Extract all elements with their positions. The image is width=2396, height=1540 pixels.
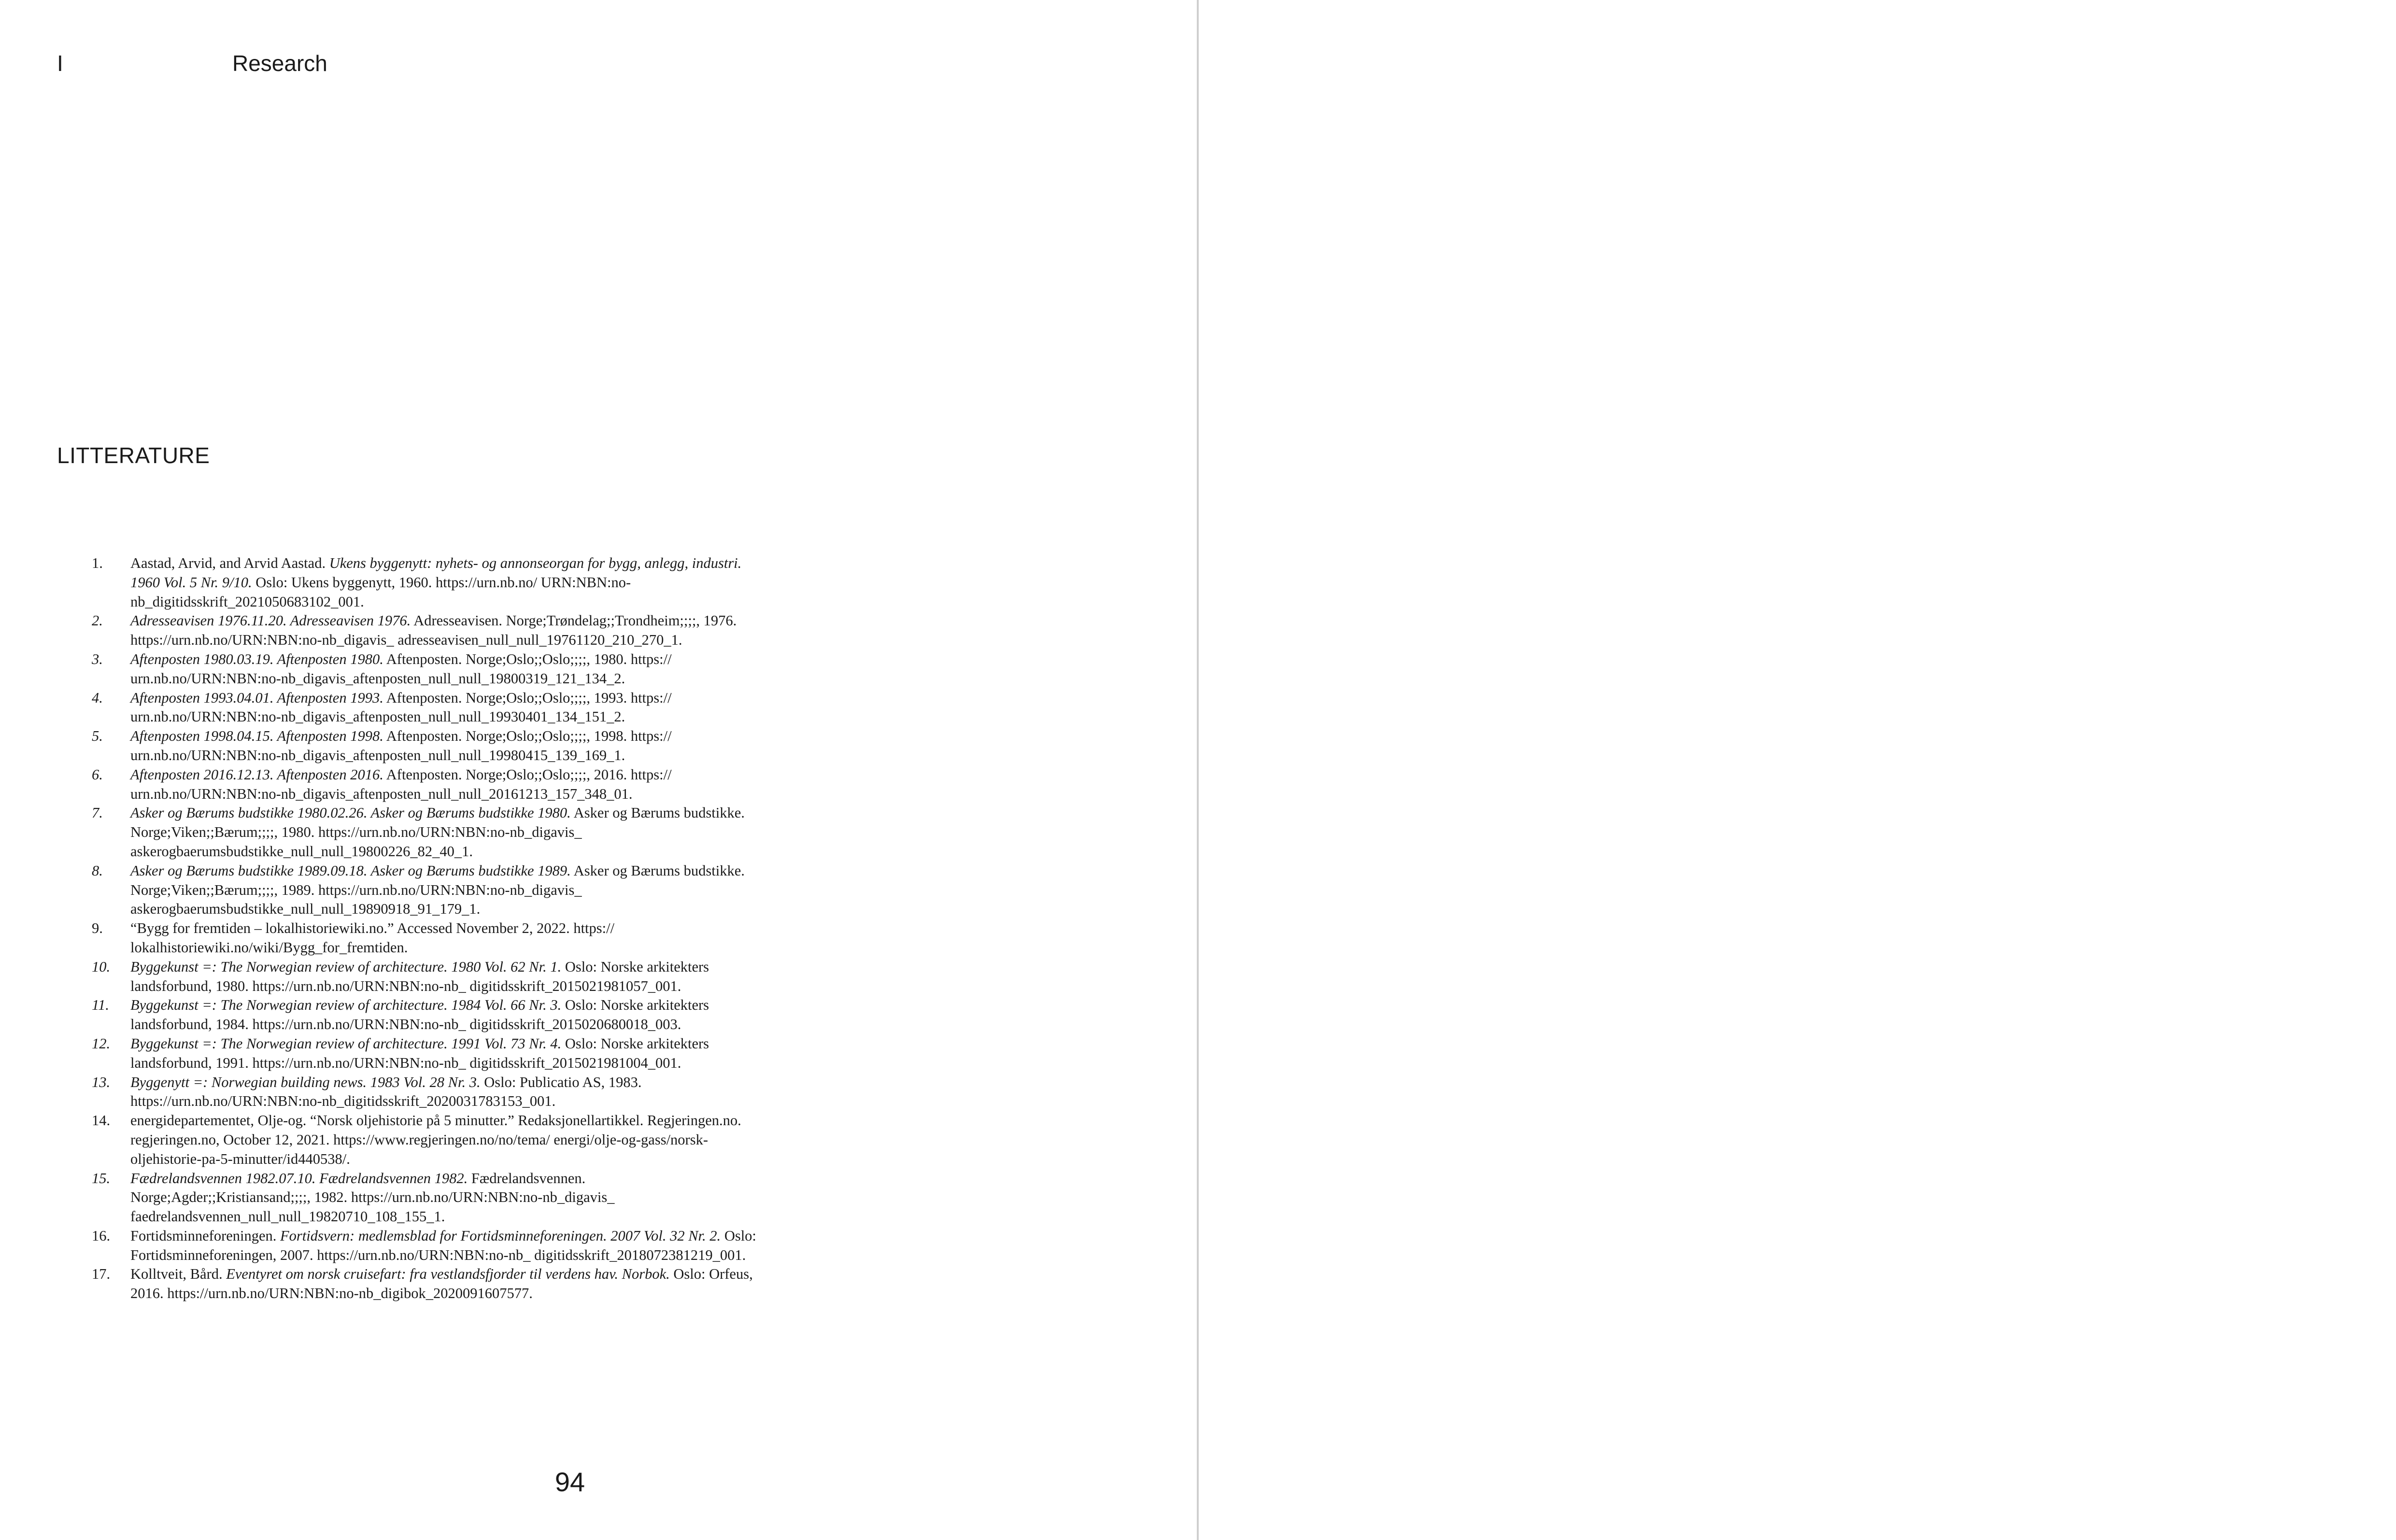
reference-text bbox=[130, 1227, 758, 1265]
reference-item bbox=[92, 1111, 758, 1169]
reference-number: 4. bbox=[92, 689, 103, 706]
reference-item bbox=[92, 919, 758, 958]
reference-title: Ukens byggenytt: nyhets- og annonseorgan for bygg, anlegg, industri. 1960 Vol. 5 Nr. 9/10. bbox=[130, 555, 742, 591]
reference-text bbox=[130, 689, 758, 727]
reference-detail: Aftenposten. Norge;Oslo;;Oslo;;;;, 1998. https:// urn.nb.no/URN:NBN:no-nb_digavis_aftenposten_null_null_19980415_139_169_1. bbox=[130, 728, 672, 763]
reference-detail: Aastad, Arvid, and Arvid Aastad. bbox=[130, 555, 329, 571]
right-page bbox=[1199, 0, 2396, 1540]
reference-text bbox=[130, 1265, 758, 1303]
reference-title: Aftenposten 1993.04.01. Aftenposten 1993. bbox=[130, 689, 383, 706]
reference-item bbox=[92, 1265, 758, 1303]
reference-item bbox=[92, 862, 758, 919]
reference-number: 1. bbox=[92, 555, 103, 571]
reference-number: 7. bbox=[92, 805, 103, 821]
reference-text bbox=[130, 958, 758, 996]
reference-item bbox=[92, 650, 758, 689]
reference-text bbox=[130, 919, 758, 958]
reference-detail: Fædrelandsvennen. Norge;Agder;;Kristiansand;;;;, 1982. https://urn.nb.no/URN:NBN:no-nb_digavis_ faedrelandsvennen_null_null_19820710_108_155_1. bbox=[130, 1170, 615, 1225]
reference-title: Eventyret om norsk cruisefart: fra vestlandsfjorder til verdens hav. Norbok. bbox=[226, 1266, 670, 1283]
reference-number: 10. bbox=[92, 958, 111, 975]
reference-detail: Adresseavisen. Norge;Trøndelag;;Trondheim;;;;, 1976. https://urn.nb.no/URN:NBN:no-nb_digavis_ adresseavisen_null_null_19761120_210_270_1. bbox=[130, 612, 737, 649]
reference-detail: Oslo: Norske arkitekters landsforbund, 1984. https://urn.nb.no/URN:NBN:no-nb_ digitidsskrift_2015020680018_003. bbox=[130, 997, 709, 1033]
reference-number: 11. bbox=[92, 997, 109, 1014]
reference-item bbox=[92, 804, 758, 861]
reference-text bbox=[130, 862, 758, 919]
reference-title: Asker og Bærums budstikke 1980.02.26. Asker og Bærums budstikke 1980. bbox=[130, 805, 571, 821]
reference-item bbox=[92, 554, 758, 611]
reference-number: 8. bbox=[92, 862, 103, 879]
reference-item bbox=[92, 689, 758, 727]
reference-number: 16. bbox=[92, 1227, 111, 1244]
reference-number: 9. bbox=[92, 920, 103, 937]
reference-title: Byggekunst =: The Norwegian review of architecture. 1991 Vol. 73 Nr. 4. bbox=[130, 1035, 562, 1052]
reference-text bbox=[130, 1111, 758, 1169]
reference-text bbox=[130, 727, 758, 765]
reference-detail: Aftenposten. Norge;Oslo;;Oslo;;;;, 1980. https:// urn.nb.no/URN:NBN:no-nb_digavis_aftenposten_null_null_19800319_121_134_2. bbox=[130, 650, 672, 687]
reference-detail: Oslo: Norske arkitekters landsforbund, 1991. https://urn.nb.no/URN:NBN:no-nb_ digitidsskrift_2015021981004_001. bbox=[130, 1035, 709, 1071]
reference-number: 17. bbox=[92, 1266, 111, 1283]
reference-title: Byggenytt =: Norwegian building news. 1983 Vol. 28 Nr. 3. bbox=[130, 1074, 481, 1090]
reference-text bbox=[130, 1034, 758, 1073]
reference-number: 15. bbox=[92, 1170, 111, 1187]
reference-detail: Oslo: Publicatio AS, 1983. https://urn.nb.no/URN:NBN:no-nb_digitidsskrift_2020031783153_001. bbox=[130, 1074, 642, 1110]
reference-text bbox=[130, 804, 758, 861]
reference-title: Fædrelandsvennen 1982.07.10. Fædrelandsvennen 1982. bbox=[130, 1170, 468, 1187]
reference-number: 5. bbox=[92, 728, 103, 745]
page-number-left: 94 bbox=[554, 1467, 585, 1497]
reference-text bbox=[130, 996, 758, 1034]
reference-item bbox=[92, 727, 758, 765]
reference-item bbox=[92, 1034, 758, 1073]
reference-title: Asker og Bærums budstikke 1989.09.18. Asker og Bærums budstikke 1989. bbox=[130, 862, 571, 879]
reference-title: Aftenposten 1998.04.15. Aftenposten 1998. bbox=[130, 728, 383, 745]
reference-item bbox=[92, 611, 758, 650]
reference-text bbox=[130, 650, 758, 689]
reference-detail: Oslo: Norske arkitekters landsforbund, 1980. https://urn.nb.no/URN:NBN:no-nb_ digitidsskrift_2015021981057_001. bbox=[130, 958, 709, 994]
reference-text bbox=[130, 554, 758, 611]
reference-title: Aftenposten 2016.12.13. Aftenposten 2016. bbox=[130, 766, 383, 783]
reference-detail: Asker og Bærums budstikke. Norge;Viken;;Bærum;;;;, 1980. https://urn.nb.no/URN:NBN:no-nb_digavis_ askerogbaerumsbudstikke_null_null_19800226_82_40_1. bbox=[130, 805, 745, 860]
reference-item bbox=[92, 996, 758, 1034]
reference-text bbox=[130, 765, 758, 804]
reference-item bbox=[92, 1073, 758, 1112]
reference-number: 2. bbox=[92, 612, 103, 629]
reference-number: 3. bbox=[92, 650, 103, 667]
reference-number: 6. bbox=[92, 766, 103, 783]
page-heading: LITTERATURE bbox=[57, 443, 210, 468]
reference-text bbox=[130, 611, 758, 650]
reference-title: Adresseavisen 1976.11.20. Adresseavisen 1976. bbox=[130, 612, 411, 629]
reference-detail: Aftenposten. Norge;Oslo;;Oslo;;;;, 2016. https:// urn.nb.no/URN:NBN:no-nb_digavis_aftenposten_null_null_20161213_157_348_01. bbox=[130, 766, 672, 802]
left-page bbox=[0, 0, 1197, 1540]
reference-item bbox=[92, 1169, 758, 1227]
reference-detail: Kolltveit, Bård. bbox=[130, 1266, 227, 1283]
reference-list-left bbox=[92, 554, 758, 1303]
reference-item bbox=[92, 1227, 758, 1265]
reference-detail: “Bygg for fremtiden – lokalhistoriewiki.no.” Accessed November 2, 2022. https:// lokalhistoriewiki.no/wiki/Bygg_for_fremtiden. bbox=[130, 920, 615, 956]
reference-detail: Aftenposten. Norge;Oslo;;Oslo;;;;, 1993. https:// urn.nb.no/URN:NBN:no-nb_digavis_aftenposten_null_null_19930401_134_151_2. bbox=[130, 689, 672, 725]
reference-item bbox=[92, 958, 758, 996]
section-number: I bbox=[57, 51, 63, 76]
reference-detail: energidepartementet, Olje-og. “Norsk oljehistorie på 5 minutter.” Redaksjonellartikkel. Regjeringen.no. regjeringen.no, October 12, 2021. https://www.regjeringen.no/no/tema/ energi/olje-og-gass/norsk-oljehistorie-pa-5-minutter/id440538/. bbox=[130, 1112, 741, 1167]
reference-detail: Asker og Bærums budstikke. Norge;Viken;;Bærum;;;;, 1989. https://urn.nb.no/URN:NBN:no-nb_digavis_ askerogbaerumsbudstikke_null_null_19890918_91_179_1. bbox=[130, 862, 745, 918]
reference-number: 14. bbox=[92, 1112, 111, 1129]
reference-number: 12. bbox=[92, 1035, 111, 1052]
reference-title: Fortidsvern: medlemsblad for Fortidsminneforeningen. 2007 Vol. 32 Nr. 2. bbox=[280, 1227, 721, 1244]
reference-detail: Oslo: Fortidsminneforeningen, 2007. https://urn.nb.no/URN:NBN:no-nb_ digitidsskrift_2018072381219_001. bbox=[130, 1227, 756, 1263]
reference-detail: Fortidsminneforeningen. bbox=[130, 1227, 281, 1244]
reference-title: Byggekunst =: The Norwegian review of architecture. 1984 Vol. 66 Nr. 3. bbox=[130, 997, 562, 1014]
reference-title: Aftenposten 1980.03.19. Aftenposten 1980. bbox=[130, 650, 383, 667]
reference-title: Byggekunst =: The Norwegian review of architecture. 1980 Vol. 62 Nr. 1. bbox=[130, 958, 562, 975]
section-title: Research bbox=[232, 51, 327, 76]
reference-detail: Oslo: Ukens byggenytt, 1960. https://urn.nb.no/ URN:NBN:no-nb_digitidsskrift_2021050683102_001. bbox=[130, 574, 631, 610]
reference-text bbox=[130, 1169, 758, 1227]
reference-detail: Oslo: Orfeus, 2016. https://urn.nb.no/URN:NBN:no-nb_digibok_2020091607577. bbox=[130, 1266, 753, 1302]
reference-text bbox=[130, 1073, 758, 1112]
reference-number: 13. bbox=[92, 1074, 111, 1090]
reference-item bbox=[92, 765, 758, 804]
